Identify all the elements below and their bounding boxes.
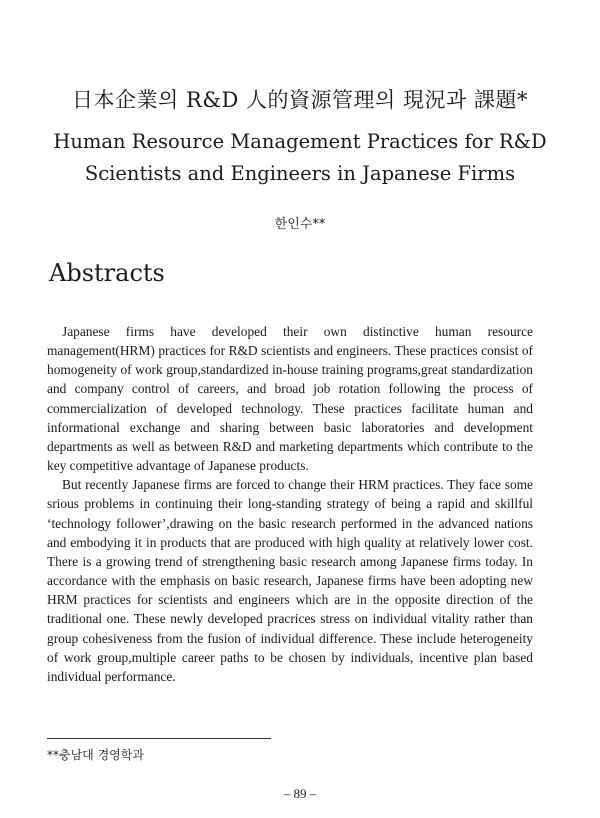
english-title-line-2: Scientists and Engineers in Japanese Firms — [84, 162, 516, 185]
abstract-paragraph-2: But recently Japanese firms are forced to change their HRM practices. They face some srious problems in continuing their long-standing strategy of being a rapid and skillful ‘technology follower’,drawing on the basic research performed in the advanced nations and embodying it in products that are produced with high quality at relatively lower cost. There is a growing trend of strengthening basic research among Japanese firms today. In accordance with the emphasis on basic research, Japanese firms have been adopting new HRM practices for scientists and engineers which are in the opposite direction of the traditional one. These newly developed pracrices stress on individual vitality rather than group cohesiveness from the fusion of individual difference. These include heterogeneity of work group,multiple career paths to be chosen by individuals, incentive plan based individual performance. — [47, 477, 533, 684]
section-heading: Abstracts — [49, 259, 165, 287]
english-title — [0, 126, 600, 190]
footnote: **충남대 경영학과 — [47, 748, 144, 762]
korean-title: 日本企業의 R&D 人的資源管理의 現況과 課題* — [72, 88, 528, 112]
author-name: 한인수** — [274, 217, 326, 232]
footnote-divider — [47, 738, 271, 739]
english-title-line-1: Human Resource Management Practices for R&D — [53, 130, 547, 153]
page-number: – 89 – — [283, 786, 317, 801]
abstract-paragraph-1: Japanese firms have developed their own distinctive human resource management(HRM) practices for R&D scientists and engineers. These practices consist of homogeneity of work group,standardized in-house training programs,great standardization and company control of careers, and broad job rotation following the process of commercialization of developed technology. These practices facilitate human and informational exchange and sharing between basic laboratories and development departments as well as between R&D and marketing departments which contribute to the key competitive advantage of Japanese products. — [47, 324, 533, 474]
abstract-body — [47, 322, 533, 686]
